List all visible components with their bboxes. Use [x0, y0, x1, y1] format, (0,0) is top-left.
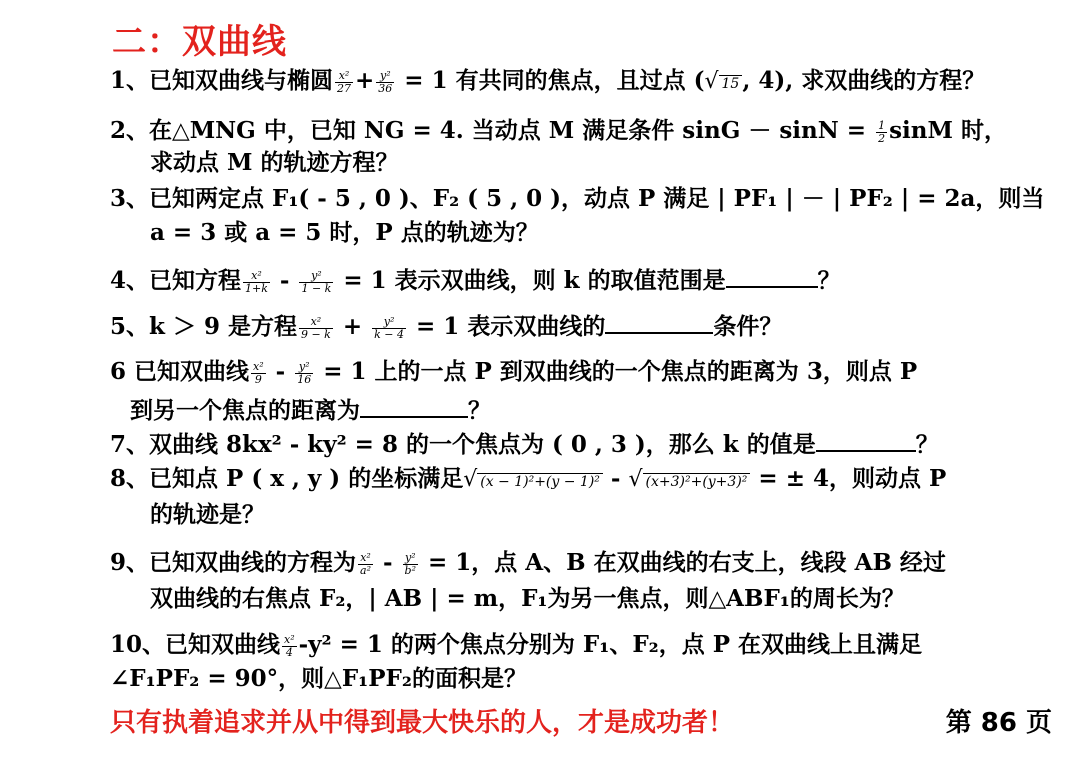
q6-text: 6 已知双曲线: [110, 358, 250, 385]
sqrt-expression: √ (x+3)²+(y+3)²: [628, 465, 750, 497]
q4-text-post: = 1 表示双曲线，则 k 的取值范围是: [335, 267, 726, 294]
q5-text: 5、k ＞ 9 是方程: [110, 313, 297, 340]
q8-text: 8、已知点 P ( x , y ) 的坐标满足: [110, 465, 464, 492]
q10-text-post: -y² = 1 的两个焦点分别为 F₁、F₂，点 P 在双曲线上且满足: [298, 631, 923, 658]
q1-equation: = 1 有共同的焦点，且过点 (: [396, 67, 705, 94]
question-9-line2: 双曲线的右焦点 F₂，| AB | = m，F₁为另一焦点，则△ABF₁的周长为？: [150, 585, 905, 612]
question-10-line2: ∠F₁PF₂ = 90°，则△F₁PF₂的面积是？: [110, 665, 527, 692]
minus-sign: -: [602, 465, 629, 492]
fraction: $\frac{\text{y²}}{16}$: [297, 359, 312, 386]
q1-text: 1、已知双曲线与椭圆: [110, 67, 334, 94]
question-8-line2: 的轨迹是？: [150, 501, 265, 528]
q9-text-post: = 1，点 A、B 在双曲线的右支上，线段 AB 经过: [420, 549, 946, 576]
question-2: [110, 116, 1007, 146]
fraction: $\frac{1}{2}$: [878, 118, 886, 145]
fraction: $\frac{\text{x²}}{27}$: [337, 68, 352, 95]
page-number: 第 86 页: [945, 708, 1052, 738]
q5-end: 条件？: [713, 313, 783, 340]
minus-sign: -: [267, 358, 294, 385]
q5-text-post: = 1 表示双曲线的: [408, 313, 606, 340]
q6-line2-text: 到另一个焦点的距离为: [130, 397, 360, 424]
minus-sign: -: [374, 549, 401, 576]
answer-blank: [360, 394, 468, 418]
fraction: $\frac{\text{y²}}{k - 4}$: [374, 314, 405, 341]
sqrt-expression: √ 15: [704, 67, 742, 99]
q6-end: ？: [468, 397, 491, 424]
question-5: [110, 310, 782, 342]
plus-sign: +: [334, 313, 371, 340]
minus-sign: -: [271, 267, 298, 294]
fraction: $\frac{\text{y²}}{\text{b²}}$: [404, 550, 416, 577]
q4-text: 4、已知方程: [110, 267, 242, 294]
question-7: [110, 428, 939, 460]
question-9: [110, 548, 946, 578]
motto-footer: 只有执着追求并从中得到最大快乐的人，才是成功者！: [110, 708, 735, 738]
q2-text-end: sinM 时，: [889, 117, 1007, 144]
question-3-line2: a = 3 或 a = 5 时，P 点的轨迹为？: [150, 219, 539, 246]
q7-text: 7、双曲线 8kx² - ky² = 8 的一个焦点为 ( 0 , 3 )，那么 k 的值是: [110, 431, 816, 458]
question-6-line2: [130, 394, 491, 426]
plus-sign: +: [355, 67, 375, 94]
question-10: [110, 630, 922, 660]
q6-text-post: = 1 上的一点 P 到双曲线的一个焦点的距离为 3，则点 P: [315, 358, 918, 385]
fraction: $\frac{\text{x²}}{9 - k}$: [300, 314, 331, 341]
question-1: [110, 66, 985, 99]
fraction: $\frac{\text{x²}}{4}$: [284, 632, 295, 659]
fraction: $\frac{\text{x²}}{1+k}$: [245, 268, 268, 295]
q1-post: , 4), 求双曲线的方程？: [742, 67, 986, 94]
question-6: [110, 357, 917, 387]
q4-end: ？: [817, 267, 841, 294]
answer-blank: [726, 264, 818, 288]
answer-blank: [605, 310, 713, 334]
fraction: $\frac{\text{y²}}{36}$: [378, 68, 393, 95]
question-2-line2: 求动点 M 的轨迹方程？: [150, 149, 399, 176]
question-3: 3、已知两定点 F₁( - 5 , 0 )、F₂ ( 5 , 0 )，动点 P 满足 | PF₁ | － | PF₂ | = 2a，则当: [110, 185, 1045, 212]
question-8: [110, 464, 946, 497]
q10-text: 10、已知双曲线: [110, 631, 281, 658]
answer-blank: [816, 428, 916, 452]
page-title: 二：双曲线: [112, 22, 287, 62]
question-4: [110, 264, 841, 296]
q9-text: 9、已知双曲线的方程为: [110, 549, 357, 576]
q7-end: ？: [915, 431, 939, 458]
sqrt-expression: √ (x − 1)²+(y − 1)²: [463, 465, 603, 497]
fraction: $\frac{\text{y²}}{1 - k}$: [301, 268, 332, 295]
fraction: $\frac{\text{x²}}{\text{a²}}$: [360, 550, 371, 577]
fraction: $\frac{\text{x²}}{9}$: [253, 359, 264, 386]
q8-text-post: = ± 4，则动点 P: [750, 465, 947, 492]
q2-text: 2、在△MNG 中，已知 NG = 4. 当动点 M 满足条件 sinG － sinN =: [110, 117, 875, 144]
